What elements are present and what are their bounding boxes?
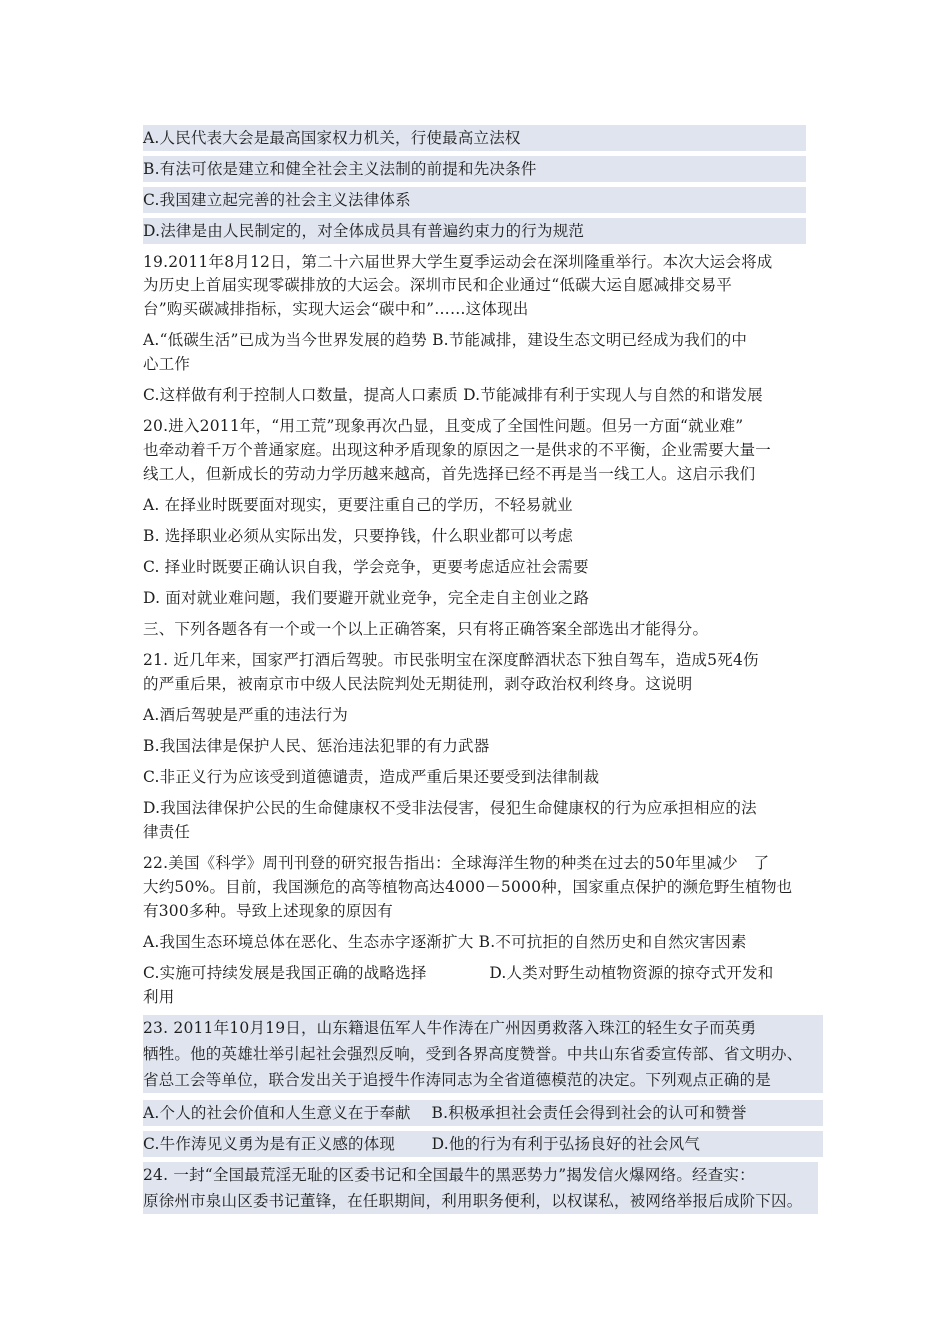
question-20-option-a: A. 在择业时既要面对现实，更要注重自己的学历，不轻易就业	[143, 496, 573, 514]
question-19-line-2: 为历史上首届实现零碳排放的大运会。深圳市民和企业通过“低碳大运自愿减排交易平	[143, 276, 733, 294]
option-a-text: A.人民代表大会是最高国家权力机关，行使最高立法权	[143, 125, 806, 151]
question-19-option-ab: A.“低碳生活”已成为当今世界发展的趋势 B.节能减排，建设生态文明已经成为我们的中	[143, 331, 748, 349]
option-b-text: B.有法可依是建立和健全社会主义法制的前提和先决条件	[143, 156, 806, 182]
question-20-option-c: C. 择业时既要正确认识自我，学会竞争，更要考虑适应社会需要	[143, 558, 589, 576]
question-22-line-3: 有300多种。导致上述现象的原因有	[143, 902, 393, 920]
question-20-option-d: D. 面对就业难问题，我们要避开就业竞争，完全走自主创业之路	[143, 589, 590, 607]
question-21-option-c: C.非正义行为应该受到道德谴责，造成严重后果还要受到法律制裁	[143, 768, 600, 786]
question-22-option-ab: A.我国生态环境总体在恶化、生态赤字逐渐扩大 B.不可抗拒的自然历史和自然灾害因素	[143, 933, 747, 951]
question-21-option-d-cont: 律责任	[143, 823, 191, 841]
question-21-line-1: 21. 近几年来，国家严打酒后驾驶。市民张明宝在深度醉酒状态下独自驾车，造成5死4伤	[143, 651, 759, 669]
question-21-line-2: 的严重后果，被南京市中级人民法院判处无期徒刑，剥夺政治权利终身。这说明	[143, 675, 693, 693]
option-c-text: C.我国建立起完善的社会主义法律体系	[143, 187, 806, 213]
option-d-text: D.法律是由人民制定的，对全体成员具有普遍约束力的行为规范	[143, 218, 806, 244]
question-23-line-1: 23. 2011年10月19日，山东籍退伍军人牛作涛在广州因勇救落入珠江的轻生女子而英勇	[143, 1015, 823, 1041]
question-24-line-2: 原徐州市泉山区委书记董锋，在任职期间，利用职务便利，以权谋私，被网络举报后成阶下囚。	[143, 1188, 818, 1214]
question-20-line-1: 20.进入2011年，“用工荒”现象再次凸显，且变成了全国性问题。但另一方面“就业难”	[143, 417, 744, 435]
question-23-option-cd: C.牛作涛见义勇为是有正义感的体现 D.他的行为有利于弘扬良好的社会风气	[143, 1131, 823, 1157]
question-19-option-b-cont: 心工作	[143, 355, 191, 373]
question-20-line-3: 线工人，但新成长的劳动力学历越来越高，首先选择已经不再是当一线工人。这启示我们	[143, 465, 756, 483]
question-20-option-b: B. 选择职业必须从实际出发，只要挣钱，什么职业都可以考虑	[143, 527, 574, 545]
question-23-option-ab: A.个人的社会价值和人生意义在于奉献 B.积极承担社会责任会得到社会的认可和赞誉	[143, 1100, 823, 1126]
question-22-line-2: 大约50%。目前，我国濒危的高等植物高达4000－5000种，国家重点保护的濒危野生植物也	[143, 878, 793, 896]
section-three-heading: 三、下列各题各有一个或一个以上正确答案，只有将正确答案全部选出才能得分。	[143, 620, 709, 638]
question-19-option-cd: C.这样做有利于控制人口数量，提高人口素质 D.节能减排有利于实现人与自然的和谐发展	[143, 386, 763, 404]
question-22-option-cd: C.实施可持续发展是我国正确的战略选择 D.人类对野生动植物资源的掠夺式开发和	[143, 964, 774, 982]
question-21-option-a: A.酒后驾驶是严重的违法行为	[143, 706, 348, 724]
question-22-line-1: 22.美国《科学》周刊刊登的研究报告指出：全球海洋生物的种类在过去的50年里减少 了	[143, 854, 770, 872]
question-19-line-1: 19.2011年8月12日，第二十六届世界大学生夏季运动会在深圳隆重举行。本次大运会将成	[143, 253, 773, 271]
question-23-line-3: 省总工会等单位，联合发出关于追授牛作涛同志为全省道德模范的决定。下列观点正确的是	[143, 1067, 823, 1093]
question-21-option-b: B.我国法律是保护人民、惩治违法犯罪的有力武器	[143, 737, 490, 755]
question-19-line-3: 台”购买碳减排指标，实现大运会“碳中和”……这体现出	[143, 300, 529, 318]
question-20-line-2: 也牵动着千万个普通家庭。出现这种矛盾现象的原因之一是供求的不平衡，企业需要大量一	[143, 441, 772, 459]
question-22-option-d-cont: 利用	[143, 988, 175, 1006]
question-21-option-d: D.我国法律保护公民的生命健康权不受非法侵害，侵犯生命健康权的行为应承担相应的法	[143, 799, 757, 817]
question-23-line-2: 牺牲。他的英雄壮举引起社会强烈反响，受到各界高度赞誉。中共山东省委宣传部、省文明办、	[143, 1041, 823, 1067]
question-24-line-1: 24. 一封“全国最荒淫无耻的区委书记和全国最牛的黑恶势力”揭发信火爆网络。经查实：	[143, 1162, 818, 1188]
